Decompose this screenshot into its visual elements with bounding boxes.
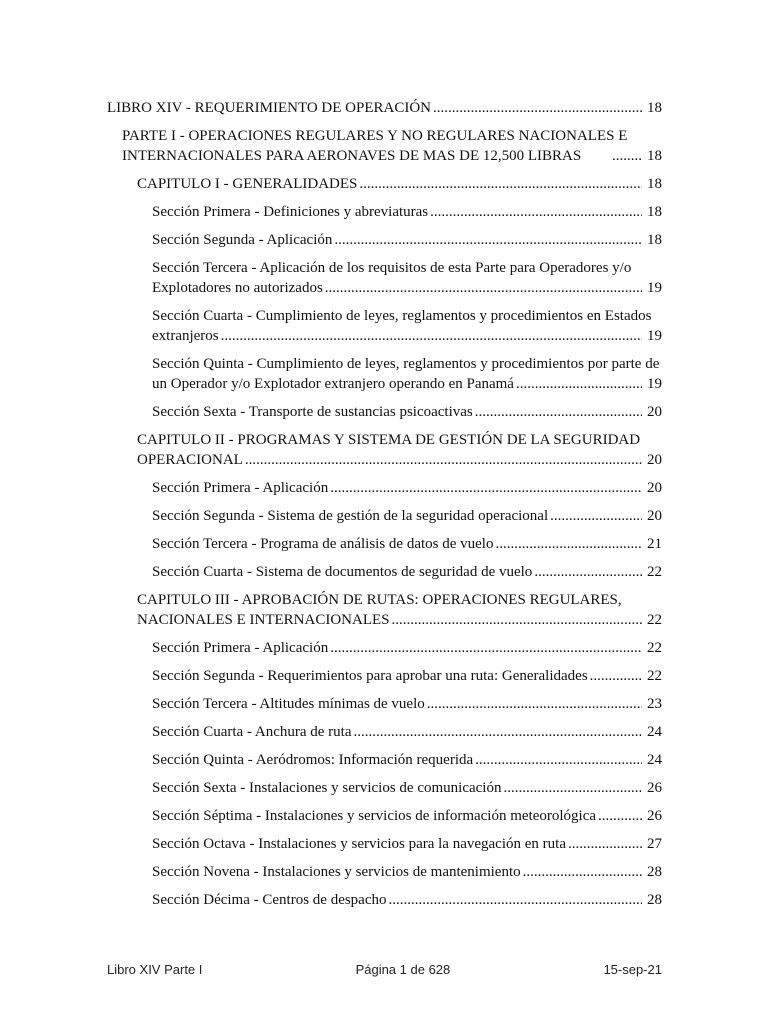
toc-page-number: 18 — [647, 176, 662, 192]
toc-entry-title: Sección Cuarta - Cumplimiento de leyes, reglamentos y procedimientos en Estados — [152, 308, 652, 324]
toc-page-number: 18 — [647, 204, 662, 220]
toc-page-number: 28 — [647, 864, 662, 880]
toc-entry[interactable] — [152, 750, 662, 770]
toc-entry-title: Sección Novena - Instalaciones y servicios de mantenimiento — [152, 864, 521, 880]
toc-page-number: 22 — [647, 564, 662, 580]
toc-entry[interactable] — [152, 230, 662, 250]
toc-entry-title: INTERNACIONALES PARA AERONAVES DE MAS DE 12,500 LIBRAS — [122, 148, 582, 164]
toc-entry-title: Sección Primera - Aplicación — [152, 640, 329, 656]
toc-leader-dots — [430, 202, 642, 222]
toc-entry[interactable] — [152, 862, 662, 882]
toc-entry[interactable] — [152, 722, 662, 742]
toc-leader-dots — [475, 750, 642, 770]
toc-leader-dots — [612, 146, 642, 166]
toc-leader-dots — [389, 890, 643, 910]
toc-entry-title: Sección Octava - Instalaciones y servicios para la navegación en ruta — [152, 836, 566, 852]
footer-date: 15-sep-21 — [603, 962, 662, 977]
toc-leader-dots — [568, 834, 642, 854]
toc-entry[interactable] — [152, 506, 662, 526]
toc-entry[interactable] — [152, 666, 662, 686]
toc-page-number: 20 — [647, 404, 662, 420]
toc-leader-dots — [495, 534, 642, 554]
toc-page-number: 20 — [647, 480, 662, 496]
footer-document-name: Libro XIV Parte I — [107, 962, 203, 977]
toc-leader-dots — [475, 402, 642, 422]
toc-entry-title: extranjeros — [152, 328, 219, 344]
toc-leader-dots — [433, 98, 642, 118]
toc-entry[interactable] — [152, 354, 662, 394]
toc-entry-title: Sección Tercera - Altitudes mínimas de vuelo — [152, 696, 425, 712]
toc-entry-title: Sección Cuarta - Anchura de ruta — [152, 724, 352, 740]
toc-leader-dots — [516, 374, 642, 394]
toc-entry[interactable] — [152, 562, 662, 582]
toc-entry-title: OPERACIONAL — [137, 452, 243, 468]
toc-entry[interactable] — [137, 590, 662, 630]
toc-leader-dots — [325, 278, 642, 298]
toc-leader-dots — [330, 638, 642, 658]
toc-entry-title: CAPITULO III - APROBACIÓN DE RUTAS: OPERACIONES REGULARES, — [137, 592, 622, 608]
toc-entry-title: Sección Quinta - Cumplimiento de leyes, reglamentos y procedimientos por parte de — [152, 356, 660, 372]
toc-entry-title: Sección Sexta - Transporte de sustancias psicoactivas — [152, 404, 473, 420]
table-of-contents — [0, 98, 768, 910]
toc-leader-dots — [245, 450, 642, 470]
toc-page-number: 23 — [647, 696, 662, 712]
toc-entry[interactable] — [137, 174, 662, 194]
toc-page-number: 24 — [647, 752, 662, 768]
toc-entry-title: CAPITULO I - GENERALIDADES — [137, 176, 358, 192]
toc-entry-title: LIBRO XIV - REQUERIMIENTO DE OPERACIÓN — [107, 100, 432, 116]
toc-page-number: 20 — [647, 508, 662, 524]
toc-leader-dots — [221, 326, 642, 346]
toc-entry-title: Sección Segunda - Sistema de gestión de la seguridad operacional — [152, 508, 549, 524]
toc-entry-title: Sección Sexta - Instalaciones y servicios de comunicación — [152, 780, 502, 796]
toc-page-number: 27 — [647, 836, 662, 852]
toc-leader-dots — [330, 478, 642, 498]
toc-leader-dots — [598, 806, 642, 826]
toc-entry[interactable] — [152, 258, 662, 298]
toc-entry[interactable] — [152, 694, 662, 714]
toc-entry-title: Sección Segunda - Aplicación — [152, 232, 333, 248]
toc-entry-title: Sección Tercera - Programa de análisis de datos de vuelo — [152, 536, 494, 552]
toc-page-number: 18 — [647, 148, 662, 164]
toc-page-number: 19 — [647, 280, 662, 296]
toc-entry[interactable] — [152, 806, 662, 826]
toc-page-number: 28 — [647, 892, 662, 908]
toc-leader-dots — [523, 862, 642, 882]
toc-entry-title: Sección Tercera - Aplicación de los requisitos de esta Parte para Operadores y/o — [152, 260, 632, 276]
toc-page-number: 18 — [647, 100, 662, 116]
toc-page-number: 20 — [647, 452, 662, 468]
toc-entry[interactable] — [152, 890, 662, 910]
toc-leader-dots — [590, 666, 642, 686]
toc-entry-title: Sección Décima - Centros de despacho — [152, 892, 387, 908]
toc-leader-dots — [550, 506, 642, 526]
toc-page-number: 19 — [647, 328, 662, 344]
footer-page-number: Página 1 de 628 — [355, 962, 451, 977]
toc-entry[interactable] — [152, 402, 662, 422]
toc-entry[interactable] — [137, 430, 662, 470]
toc-leader-dots — [334, 230, 642, 250]
toc-leader-dots — [503, 778, 642, 798]
toc-leader-dots — [354, 722, 642, 742]
toc-leader-dots — [359, 174, 642, 194]
toc-page-number: 24 — [647, 724, 662, 740]
toc-entry[interactable] — [152, 638, 662, 658]
toc-entry[interactable] — [152, 306, 662, 346]
toc-entry[interactable] — [152, 478, 662, 498]
toc-page-number: 19 — [647, 376, 662, 392]
toc-entry-title: Sección Séptima - Instalaciones y servicios de información meteorológica — [152, 808, 597, 824]
toc-entry-title: NACIONALES E INTERNACIONALES — [137, 612, 390, 628]
page-footer — [107, 962, 662, 977]
toc-entry-title: Sección Segunda - Requerimientos para aprobar una ruta: Generalidades — [152, 668, 588, 684]
toc-page-number: 22 — [647, 668, 662, 684]
toc-entry[interactable] — [122, 126, 662, 166]
toc-entry[interactable] — [152, 202, 662, 222]
toc-entry-title: Sección Cuarta - Sistema de documentos de seguridad de vuelo — [152, 564, 533, 580]
toc-page-number: 21 — [647, 536, 662, 552]
toc-entry[interactable] — [152, 834, 662, 854]
toc-entry-title: Sección Primera - Definiciones y abreviaturas — [152, 204, 429, 220]
toc-entry-title: CAPITULO II - PROGRAMAS Y SISTEMA DE GESTIÓN DE LA SEGURIDAD — [137, 432, 641, 448]
toc-entry-title: PARTE I - OPERACIONES REGULARES Y NO REGULARES NACIONALES E — [122, 128, 628, 144]
toc-entry-title: un Operador y/o Explotador extranjero operando en Panamá — [152, 376, 514, 392]
toc-page-number: 18 — [647, 232, 662, 248]
toc-leader-dots — [427, 694, 642, 714]
toc-leader-dots — [391, 610, 642, 630]
toc-entry[interactable] — [152, 778, 662, 798]
toc-entry[interactable] — [107, 98, 662, 118]
toc-page-number: 26 — [647, 780, 662, 796]
toc-page-number: 22 — [647, 612, 662, 628]
toc-leader-dots — [534, 562, 642, 582]
toc-entry-title: Sección Quinta - Aeródromos: Información requerida — [152, 752, 474, 768]
toc-entry[interactable] — [152, 534, 662, 554]
toc-entry-title: Explotadores no autorizados — [152, 280, 323, 296]
toc-page-number: 26 — [647, 808, 662, 824]
toc-entry-title: Sección Primera - Aplicación — [152, 480, 329, 496]
toc-page-number: 22 — [647, 640, 662, 656]
